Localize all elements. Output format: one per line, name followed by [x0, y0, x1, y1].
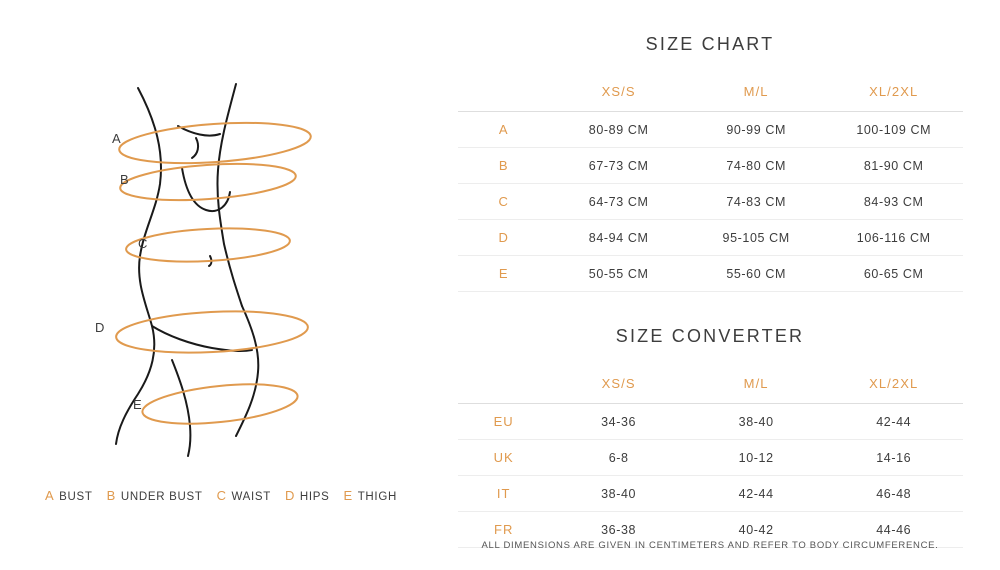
- table-row: [458, 220, 963, 256]
- legend-item: [217, 488, 271, 503]
- table-row: [458, 440, 963, 476]
- cell-value: 10-12: [687, 440, 825, 476]
- legend-item: [344, 488, 397, 503]
- cell-value: 67-73 CM: [550, 148, 688, 184]
- marker-label-e: E: [133, 397, 143, 412]
- cell-value: 81-90 CM: [825, 148, 963, 184]
- cell-value: 60-65 CM: [825, 256, 963, 292]
- size-converter-table-wrap: [440, 363, 980, 548]
- cell-value: 40-42: [687, 512, 825, 548]
- cell-value: 74-83 CM: [687, 184, 825, 220]
- size-chart-title: SIZE CHART: [645, 34, 775, 54]
- cell-value: 80-89 CM: [550, 112, 688, 148]
- size-converter-title-wrap: [440, 326, 980, 347]
- legend-text: UNDER BUST: [120, 491, 203, 503]
- marker-label-a: A: [112, 131, 122, 146]
- row-label: FR: [458, 512, 550, 548]
- row-label: C: [458, 184, 550, 220]
- column-header-m-l: M/L: [687, 71, 825, 112]
- body-figure-svg: [60, 60, 370, 460]
- legend-letter: B: [106, 488, 116, 503]
- cell-value: 74-80 CM: [687, 148, 825, 184]
- cell-value: 50-55 CM: [550, 256, 688, 292]
- cell-value: 36-38: [550, 512, 688, 548]
- legend: [45, 488, 405, 503]
- cell-value: 64-73 CM: [550, 184, 688, 220]
- size-converter-table: [458, 363, 963, 548]
- cell-value: 38-40: [550, 476, 688, 512]
- table-row: [458, 112, 963, 148]
- table-row: [458, 476, 963, 512]
- cell-value: 42-44: [825, 404, 963, 440]
- size-chart-title-wrap: [440, 34, 980, 55]
- cell-value: 106-116 CM: [825, 220, 963, 256]
- cell-value: 42-44: [687, 476, 825, 512]
- marker-label-c: C: [138, 236, 148, 251]
- row-label: D: [458, 220, 550, 256]
- row-label: EU: [458, 404, 550, 440]
- column-header-blank: [458, 363, 550, 404]
- legend-text: HIPS: [299, 491, 330, 503]
- table-row: [458, 184, 963, 220]
- legend-text: THIGH: [357, 491, 397, 503]
- legend-item: [285, 488, 330, 503]
- cell-value: 55-60 CM: [687, 256, 825, 292]
- marker-label-b: B: [120, 172, 130, 187]
- table-header-row: [458, 363, 963, 404]
- footnote: ALL DIMENSIONS ARE GIVEN IN CENTIMETERS AND REFER TO BODY CIRCUMFERENCE.: [481, 540, 939, 551]
- row-label: B: [458, 148, 550, 184]
- size-converter-title: SIZE CONVERTER: [615, 326, 805, 346]
- cell-value: 14-16: [825, 440, 963, 476]
- legend-text: BUST: [59, 491, 93, 503]
- legend-letter: D: [284, 488, 295, 503]
- table-row: [458, 256, 963, 292]
- column-header-m-l: M/L: [687, 363, 825, 404]
- row-label: IT: [458, 476, 550, 512]
- cell-value: 46-48: [825, 476, 963, 512]
- legend-text: WAIST: [231, 491, 271, 503]
- table-row: [458, 404, 963, 440]
- column-header-xl-2xl: XL/2XL: [825, 71, 963, 112]
- tables-panel: [440, 0, 980, 570]
- cell-value: 84-93 CM: [825, 184, 963, 220]
- column-header-xl-2xl: XL/2XL: [825, 363, 963, 404]
- size-chart-table-wrap: [440, 71, 980, 292]
- legend-letter: E: [343, 488, 353, 503]
- cell-value: 100-109 CM: [825, 112, 963, 148]
- body-illustration-panel: [0, 0, 430, 570]
- table-row: [458, 148, 963, 184]
- size-chart-table: [458, 71, 963, 292]
- cell-value: 38-40: [687, 404, 825, 440]
- legend-item: [45, 488, 93, 503]
- row-label: A: [458, 112, 550, 148]
- column-header-xs-s: XS/S: [550, 71, 688, 112]
- legend-letter: A: [45, 488, 55, 503]
- cell-value: 90-99 CM: [687, 112, 825, 148]
- legend-item: [107, 488, 203, 503]
- cell-value: 84-94 CM: [550, 220, 688, 256]
- marker-label-d: D: [95, 320, 105, 335]
- row-label: E: [458, 256, 550, 292]
- legend-letter: C: [216, 488, 227, 503]
- cell-value: 44-46: [825, 512, 963, 548]
- row-label: UK: [458, 440, 550, 476]
- table-header-row: [458, 71, 963, 112]
- cell-value: 34-36: [550, 404, 688, 440]
- cell-value: 95-105 CM: [687, 220, 825, 256]
- column-header-xs-s: XS/S: [550, 363, 688, 404]
- cell-value: 6-8: [550, 440, 688, 476]
- column-header-blank: [458, 71, 550, 112]
